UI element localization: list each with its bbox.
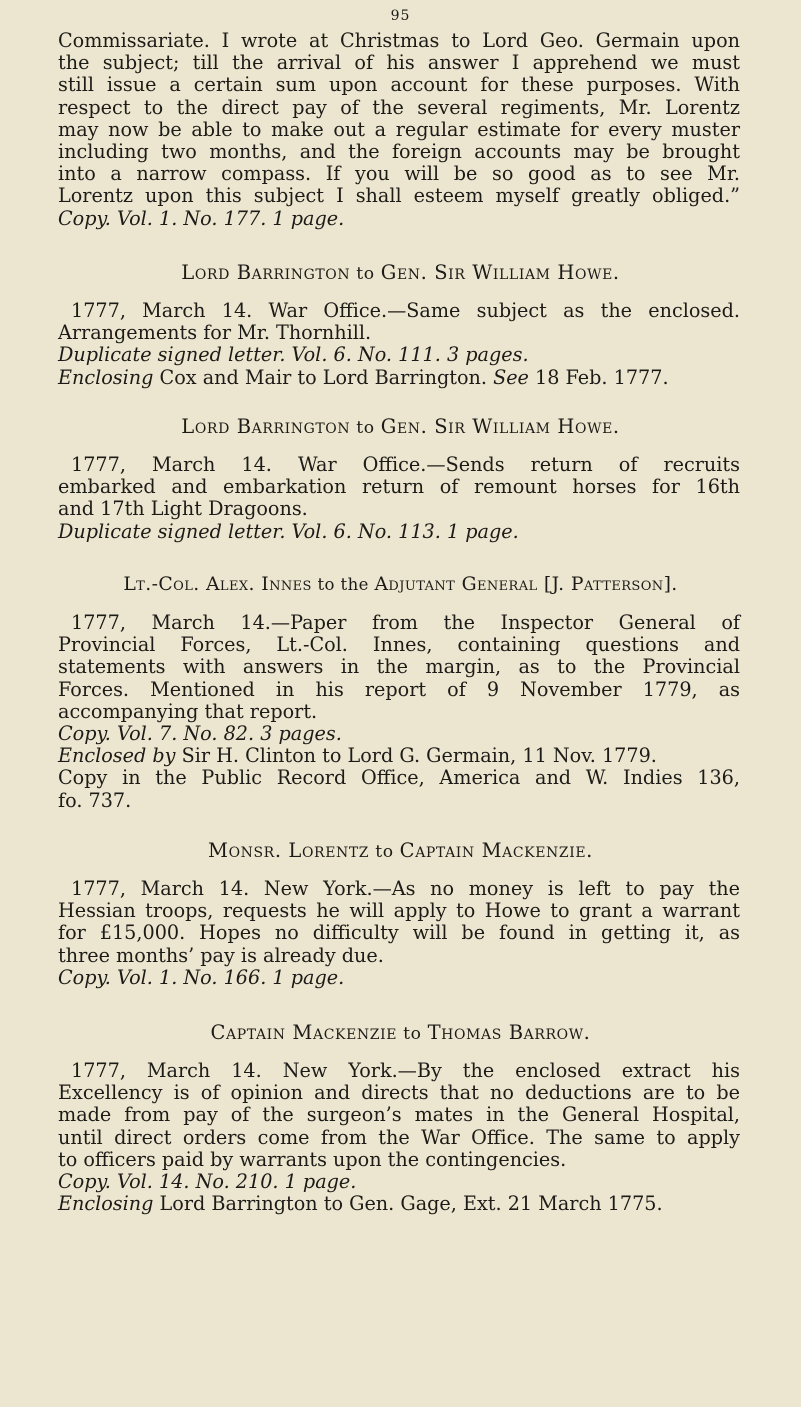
text-line: Commissariate. I wrote at Christmas to Lord Geo. Germain upon (58, 29, 740, 52)
text-line: and 17th Light Dragoons. (58, 497, 308, 521)
text-line: for £15,000. Hopes no difficulty will be found in getting it, as (58, 921, 740, 945)
text-line: still issue a certain sum upon account for these purposes. With (58, 73, 740, 97)
reference-line: Copy. Vol. 1. No. 166. 1 page. (58, 965, 345, 989)
text-line: Hessian troops, requests he will apply to Howe to grant a warrant (58, 899, 740, 923)
text-line: three months’ pay is already due. (58, 943, 384, 967)
text-line: 1777, March 14. New York.—By the enclosed extract his (71, 1059, 740, 1082)
text-line: the subject; till the arrival of his answer I apprehend we must (58, 51, 740, 75)
text-line: into a narrow compass. If you will be so good as to see Mr. (58, 162, 740, 186)
enclosure-line: Enclosing Lord Barrington to Gen. Gage, Ext. 21 March 1775. (58, 1192, 663, 1216)
page-number: 95 (390, 8, 411, 24)
text-line: accompanying that report. (58, 699, 318, 723)
entry-body (58, 454, 740, 543)
text-line: Lorentz upon this subject I shall esteem myself greatly obliged.” (58, 184, 740, 208)
enclosure-line: Enclosing Cox and Mair to Lord Barrington. See 18 Feb. 1777. (58, 365, 669, 389)
reference-line: Duplicate signed letter. Vol. 6. No. 111. 3 pages. (58, 343, 529, 367)
reference-line: Duplicate signed letter. Vol. 6. No. 113. 1 page. (58, 519, 519, 543)
text-line: respect to the direct pay of the several regiments, Mr. Lorentz (58, 95, 740, 119)
text-line: made from pay of the surgeon’s mates in the General Hospital, (58, 1103, 740, 1127)
text-line: statements with answers in the margin, as to the Provincial (58, 655, 740, 679)
text-line: Excellency is of opinion and directs that no deductions are to be (58, 1081, 740, 1105)
entry-heading: Lord Barrington to Gen. Sir William Howe. (181, 261, 620, 284)
entry-body (58, 878, 740, 989)
reference-line: Copy. Vol. 14. No. 210. 1 page. (58, 1170, 357, 1194)
text-line: until direct orders come from the War Office. The same to apply (58, 1125, 740, 1149)
text-line: fo. 737. (58, 788, 132, 812)
entry-heading: Monsr. Lorentz to Captain Mackenzie. (208, 839, 593, 862)
entry-body (58, 300, 740, 389)
entry-heading: Captain Mackenzie to Thomas Barrow. (210, 1021, 591, 1044)
opening-paragraph (58, 30, 740, 230)
text-line: embarked and embarkation return of remount horses for 16th (58, 475, 740, 499)
text-line: may now be able to make out a regular estimate for every muster (58, 117, 740, 141)
text-line: Arrangements for Mr. Thornhill. (58, 321, 372, 345)
entry-body (58, 612, 740, 812)
text-line: 1777, March 14. New York.—As no money is left to pay the (71, 877, 740, 900)
text-line: Forces. Mentioned in his report of 9 November 1779, as (58, 677, 740, 701)
text-line: 1777, March 14. War Office.—Sends return of recruits (71, 453, 740, 476)
enclosure-line: Enclosed by Sir H. Clinton to Lord G. Germain, 11 Nov. 1779. (58, 744, 657, 768)
text-line: including two months, and the foreign accounts may be brought (58, 140, 740, 164)
text-line: 1777, March 14. War Office.—Same subject as the enclosed. (71, 299, 740, 322)
text-line: 1777, March 14.—Paper from the Inspector General of (71, 611, 740, 634)
entry-heading: Lt.-Col. Alex. Innes to the Adjutant General [J. Patterson]. (123, 574, 678, 595)
entry-heading: Lord Barrington to Gen. Sir William Howe. (181, 415, 620, 438)
reference-line: Copy. Vol. 7. No. 82. 3 pages. (58, 722, 342, 746)
text-line: to officers paid by warrants upon the contingencies. (58, 1147, 567, 1171)
reference-line: Copy. Vol. 1. No. 177. 1 page. (58, 206, 345, 230)
entry-body (58, 1060, 740, 1215)
text-line: Copy in the Public Record Office, America and W. Indies 136, (58, 766, 740, 790)
text-line: Provincial Forces, Lt.-Col. Innes, containing questions and (58, 633, 740, 657)
